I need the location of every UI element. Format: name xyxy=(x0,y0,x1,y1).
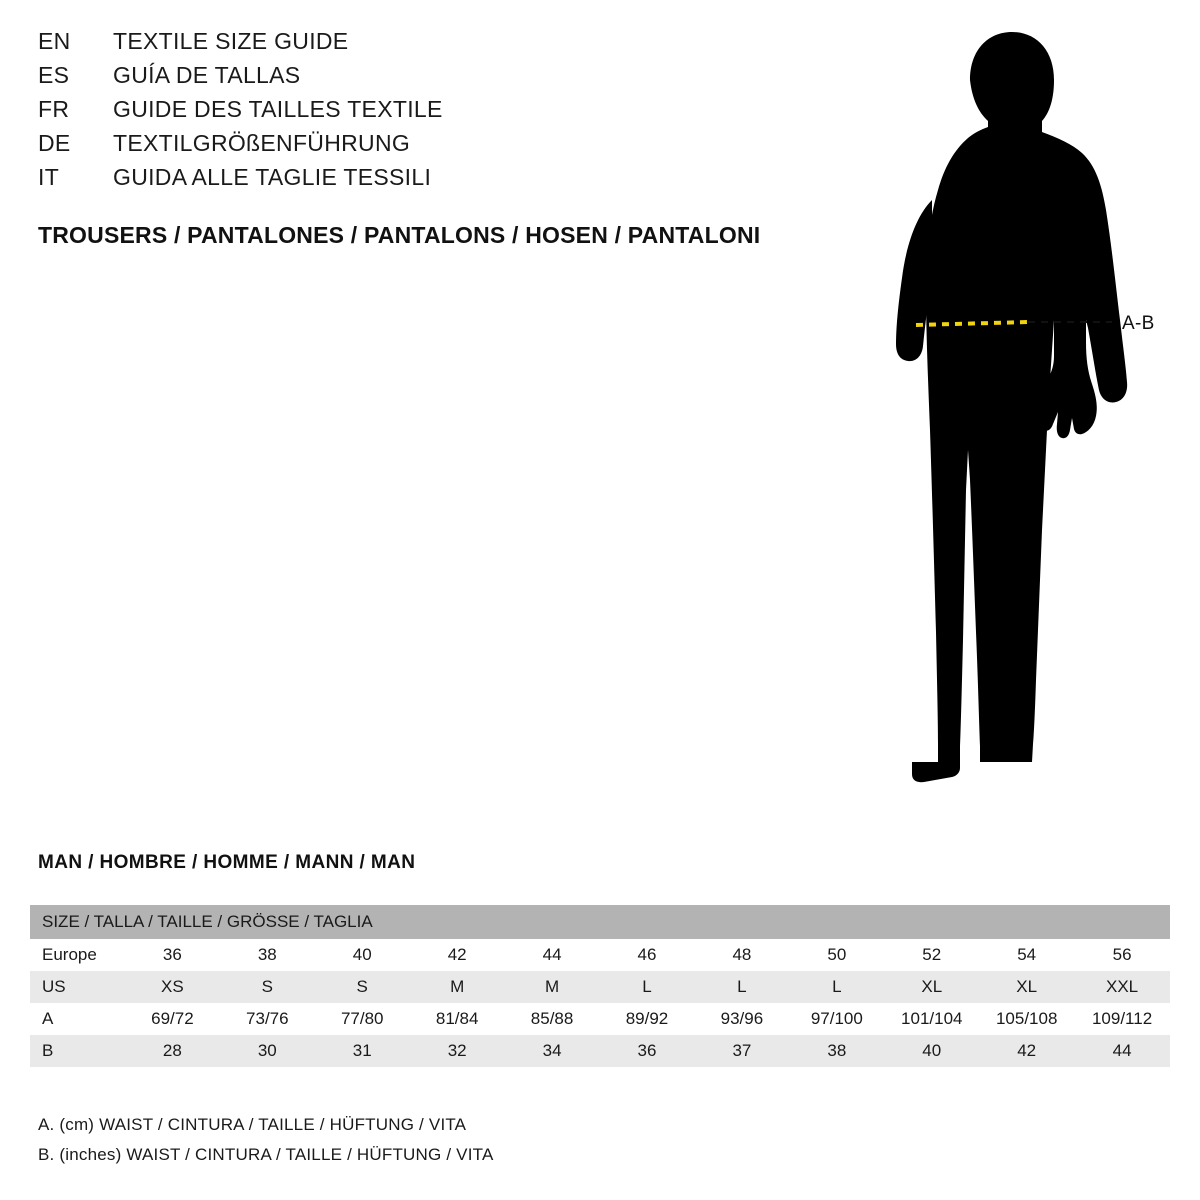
table-cell: S xyxy=(220,971,315,1003)
table-cell: M xyxy=(505,971,600,1003)
table-row xyxy=(30,1003,1170,1035)
table-cell: 28 xyxy=(125,1035,220,1067)
table-cell: 42 xyxy=(979,1035,1074,1067)
table-cell: 85/88 xyxy=(505,1003,600,1035)
table-cell: L xyxy=(600,971,695,1003)
table-cell: 31 xyxy=(315,1035,410,1067)
row-label: A xyxy=(30,1003,125,1035)
table-cell: XL xyxy=(979,971,1074,1003)
language-row xyxy=(38,130,738,164)
footnote-a: A. (cm) WAIST / CINTURA / TAILLE / HÜFTUNG / VITA xyxy=(38,1115,467,1134)
table-cell: 54 xyxy=(979,939,1074,971)
language-row xyxy=(38,164,738,198)
table-row xyxy=(30,939,1170,971)
table-cell: 32 xyxy=(410,1035,505,1067)
table-cell: 56 xyxy=(1074,939,1170,971)
table-section-title: MAN / HOMBRE / HOMME / MANN / MAN xyxy=(38,852,416,873)
table-cell: S xyxy=(315,971,410,1003)
table-cell: 52 xyxy=(884,939,979,971)
table-cell: 44 xyxy=(505,939,600,971)
table-cell: 30 xyxy=(220,1035,315,1067)
table-cell: 40 xyxy=(315,939,410,971)
table-cell: 93/96 xyxy=(694,1003,789,1035)
language-code: DE xyxy=(38,130,71,156)
language-title: GUIDA ALLE TAGLIE TESSILI xyxy=(113,164,432,190)
table-cell: 69/72 xyxy=(125,1003,220,1035)
language-code: IT xyxy=(38,164,60,190)
footnotes-block xyxy=(38,1110,938,1170)
table-header-label: SIZE / TALLA / TAILLE / GRÖSSE / TAGLIA xyxy=(30,905,1170,939)
table-cell: 50 xyxy=(789,939,884,971)
table-cell: 97/100 xyxy=(789,1003,884,1035)
table-cell: 105/108 xyxy=(979,1003,1074,1035)
language-code: FR xyxy=(38,96,70,122)
silhouette-icon xyxy=(912,32,1127,782)
language-title: TEXTILE SIZE GUIDE xyxy=(113,28,349,54)
language-title: GUÍA DE TALLAS xyxy=(113,62,301,88)
language-code: EN xyxy=(38,28,71,54)
table-cell: 38 xyxy=(220,939,315,971)
table-cell: XS xyxy=(125,971,220,1003)
male-silhouette-figure xyxy=(820,20,1200,810)
table-cell: 89/92 xyxy=(600,1003,695,1035)
language-title: GUIDE DES TAILLES TEXTILE xyxy=(113,96,443,122)
table-cell: 36 xyxy=(600,1035,695,1067)
table-cell: 38 xyxy=(789,1035,884,1067)
table-cell: 40 xyxy=(884,1035,979,1067)
language-title: TEXTILGRÖßENFÜHRUNG xyxy=(113,130,411,156)
table-cell: 36 xyxy=(125,939,220,971)
table-cell: L xyxy=(694,971,789,1003)
table-row xyxy=(30,971,1170,1003)
row-label: Europe xyxy=(30,939,125,971)
table-cell: 81/84 xyxy=(410,1003,505,1035)
table-cell: 34 xyxy=(505,1035,600,1067)
table-cell: 37 xyxy=(694,1035,789,1067)
language-row xyxy=(38,28,738,62)
table-cell: XXL xyxy=(1074,971,1170,1003)
row-label: B xyxy=(30,1035,125,1067)
language-row xyxy=(38,62,738,96)
table-cell: 44 xyxy=(1074,1035,1170,1067)
table-cell: 77/80 xyxy=(315,1003,410,1035)
garment-type-line: TROUSERS / PANTALONES / PANTALONS / HOSEN / PANTALONI xyxy=(38,222,761,248)
table-cell: XL xyxy=(884,971,979,1003)
language-title-block xyxy=(38,28,738,198)
table-header-row xyxy=(30,905,1170,939)
left-arm-shape xyxy=(896,200,932,361)
table-cell: 109/112 xyxy=(1074,1003,1170,1035)
footnote-b: B. (inches) WAIST / CINTURA / TAILLE / HÜFTUNG / VITA xyxy=(38,1145,494,1164)
table-cell: M xyxy=(410,971,505,1003)
row-label: US xyxy=(30,971,125,1003)
table-cell: 101/104 xyxy=(884,1003,979,1035)
table-cell: L xyxy=(789,971,884,1003)
table-cell: 42 xyxy=(410,939,505,971)
table-cell: 73/76 xyxy=(220,1003,315,1035)
language-row xyxy=(38,96,738,130)
size-chart-table xyxy=(30,905,1170,1067)
measure-label-ab: A-B xyxy=(1122,313,1155,334)
table-cell: 48 xyxy=(694,939,789,971)
language-code: ES xyxy=(38,62,70,88)
table-cell: 46 xyxy=(600,939,695,971)
table-row xyxy=(30,1035,1170,1067)
